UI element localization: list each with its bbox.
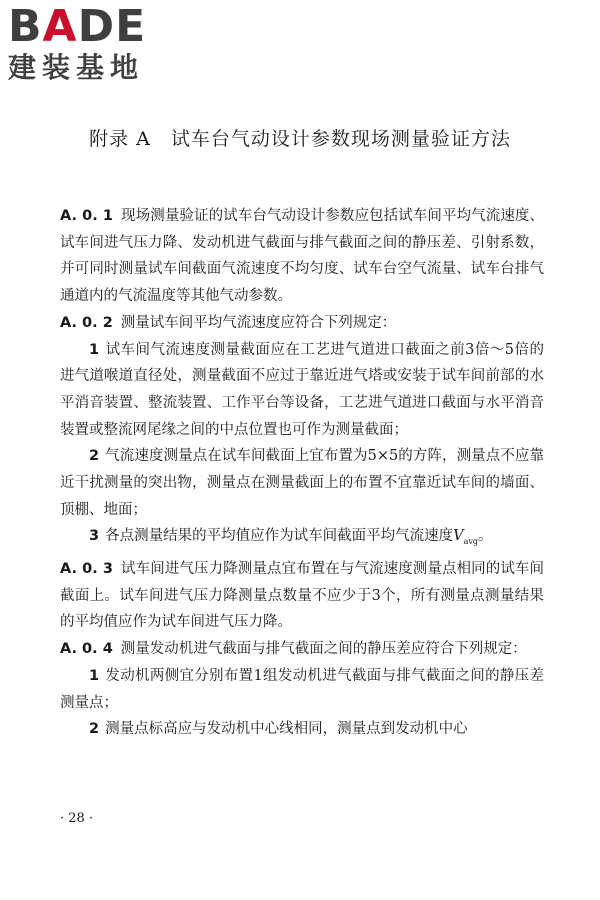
clause-text: 测量发动机进气截面与排气截面之间的静压差应符合下列规定： (120, 641, 527, 658)
logo-accent-letter: A (42, 1, 78, 52)
clause-number: A. 0. 2 (60, 314, 113, 331)
clause-number: A. 0. 3 (60, 561, 113, 578)
clause-text: 试车间进气压力降测量点宜布置在与气流速度测量点相同的试车间截面上。试车间进气压力降测量点数量不应少于3个，所有测量点测量结果的平均值应作为试车间进气压力降。 (60, 561, 544, 631)
clause-number: A. 0. 1 (60, 208, 113, 224)
subclause-number: 2 (89, 448, 100, 465)
clause-text: 测量试车间平均气流速度应符合下列规定： (120, 314, 397, 331)
variable-v-avg: $V_{avg}$ (453, 528, 478, 547)
subclause-text: 气流速度测量点在试车间截面上宜布置为5×5的方阵，测量点不应靠近干扰测量的突出物，测量点在测量截面上的布置不宜靠近试车间的墙面、顶棚、地面； (60, 448, 544, 518)
subclause-number: 2 (89, 721, 100, 738)
subclause-number: 3 (89, 528, 100, 545)
clause-a03 (60, 556, 544, 636)
subclause-a04-2 (60, 716, 544, 743)
clause-a04 (60, 636, 544, 663)
page-number: · 28 · (60, 811, 94, 826)
logo-wordmark: BADE (8, 1, 147, 52)
subclause-text: 试车间气流速度测量截面应在工艺进气道进口截面之前3倍～5倍的进气道喉道直径处，测量截面不应过于靠近进气塔或安装于试车间前部的水平消音装置、整流装置、工作平台等设备，工艺进气道进口截面与水平消音装置或整流网尾缘之间的中点位置也可作为测量截面； (60, 341, 544, 438)
subclause-number: 1 (89, 667, 100, 684)
subclause-a02-1 (60, 337, 544, 444)
subclause-a04-1 (60, 663, 544, 716)
logo-subtitle: 建装基地 (8, 51, 145, 84)
subclause-text: 各点测量结果的平均值应作为试车间截面平均气流速度 (105, 528, 454, 545)
document-body (60, 203, 544, 743)
subclause-number: 1 (89, 341, 100, 358)
subclause-text: 发动机两侧宜分别布置1组发动机进气截面与排气截面之间的静压差测量点； (60, 667, 544, 711)
clause-number: A. 0. 4 (60, 641, 113, 658)
subclause-a02-2 (60, 443, 544, 523)
subclause-a02-3: 3 各点测量结果的平均值应作为试车间截面平均气流速度$V_{avg}$。 (89, 528, 493, 547)
appendix-title: 附录 A 试车台气动设计参数现场测量验证方法 (89, 128, 511, 150)
subclause-text: 测量点标高应与发动机中心线相同，测量点到发动机中心 (105, 721, 468, 738)
clause-a01 (60, 203, 544, 310)
brand-logo (8, 1, 178, 84)
clause-a02 (60, 310, 544, 337)
clause-text: 现场测量验证的试车台气动设计参数应包括试车间平均气流速度、试车间进气压力降、发动机进气截面与排气截面之间的静压差、引射系数，并可同时测量试车间截面气流速度不均匀度、试车台空气流量、试车台排气通道内的气流温度等其他气动参数。 (60, 208, 544, 305)
